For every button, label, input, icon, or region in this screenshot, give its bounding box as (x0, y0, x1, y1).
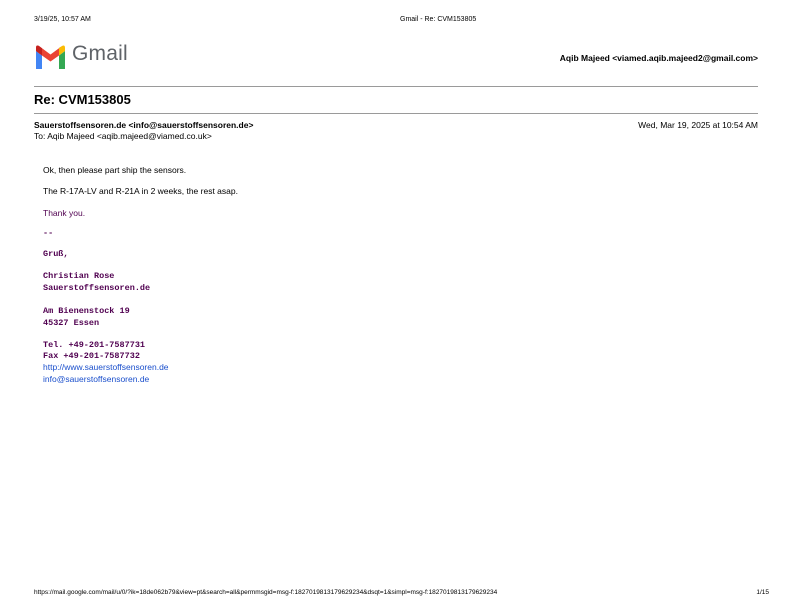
gmail-logo[interactable] (34, 43, 134, 71)
page-number: 1/15 (756, 589, 769, 596)
sender: Sauerstoffsensoren.de <info@sauerstoffsensoren.de> (34, 120, 254, 130)
print-date: 3/19/25, 10:57 AM (34, 16, 91, 23)
email-subject: Re: CVM153805 (34, 92, 131, 107)
signature-separator: -- (43, 228, 54, 238)
body-line: Thank you. (43, 208, 86, 218)
divider (34, 113, 758, 114)
print-footer-url: https://mail.google.com/mail/u/0/?ik=18de062b79&view=pt&search=all&permmsgid=msg-f:1827019813179629234&dsqt=1&simpl=msg-f:1827019813179629234 (34, 589, 498, 596)
divider (34, 86, 758, 87)
recipient: To: Aqib Majeed <aqib.majeed@viamed.co.uk> (34, 131, 212, 141)
account-identity: Aqib Majeed <viamed.aqib.majeed2@gmail.com> (559, 53, 758, 63)
print-title: Gmail - Re: CVM153805 (400, 16, 477, 23)
body-line: The R-17A-LV and R-21A in 2 weeks, the rest asap. (43, 186, 238, 196)
body-line: Ok, then please part ship the sensors. (43, 165, 187, 175)
signature-city: 45327 Essen (43, 318, 100, 328)
signature-fax: Fax +49-201-7587732 (43, 351, 140, 361)
signature-name: Christian Rose (43, 271, 115, 281)
signature-company: Sauerstoffsensoren.de (43, 283, 151, 293)
email-link[interactable]: info@sauerstoffsensoren.de (43, 374, 150, 384)
gmail-m-icon (34, 45, 67, 70)
signature-greeting: Gruß, (43, 249, 69, 259)
website-link[interactable]: http://www.sauerstoffsensoren.de (43, 362, 169, 372)
signature-phone: Tel. +49-201-7587731 (43, 340, 146, 350)
signature-street: Am Bienenstock 19 (43, 306, 130, 316)
gmail-wordmark: Gmail (72, 42, 128, 65)
sent-date: Wed, Mar 19, 2025 at 10:54 AM (638, 120, 758, 130)
